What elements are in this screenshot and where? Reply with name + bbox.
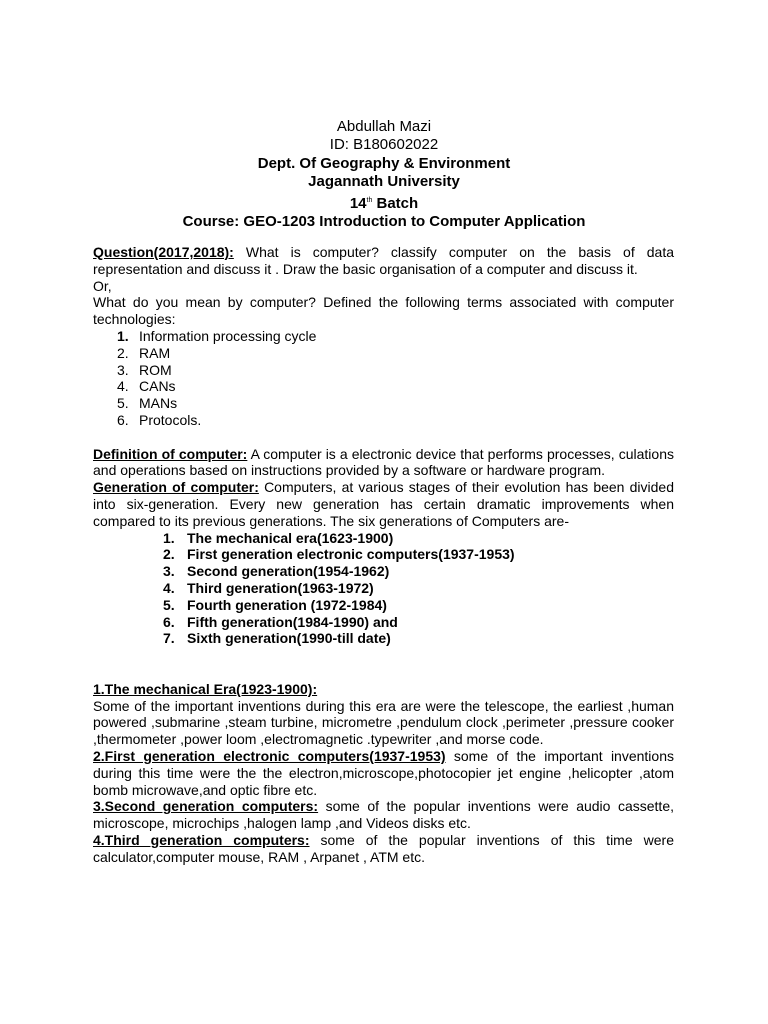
list-item [93,597,674,614]
list-item [93,563,674,580]
mechanical-era-heading [93,681,674,698]
question-paragraph [93,244,674,278]
list-item [93,378,674,395]
generation-label: Generation of computer: [93,479,259,496]
list-item [93,580,674,597]
list-text: Fourth generation (1972-1984) [187,596,387,613]
list-item [93,630,674,647]
list-text: CANs [139,378,176,395]
batch-number: 14 [349,194,367,212]
list-item [93,328,674,345]
generation-text: Computers, at various stages of their evolution has been divided into six-generation. Every new generation has certain dramatic improvements when compared to its previous generations. The six generations of Computers are- [93,479,674,529]
alternate-question: What do you mean by computer? Defined the following terms associated with computer technologies: [93,294,674,328]
generation-paragraph [93,479,674,529]
list-number: 6. [163,613,175,630]
university: Jagannath University [308,173,460,191]
generations-list [93,530,674,648]
third-generation-paragraph [93,832,674,866]
list-text: Sixth generation(1990-till date) [187,630,391,647]
third-generation-label: 4.Third generation computers: [93,831,310,848]
list-text: ROM [139,361,172,378]
first-generation-text: some of the important inventions during this time were the the electron,microscope,photocopier jet engine ,helicopter ,atom bomb microwave,and optic fibre etc. [93,747,674,798]
mechanical-era-label: 1.The mechanical Era(1923-1900): [93,680,318,697]
student-id: ID: B180602022 [329,136,439,154]
question-label: Question(2017,2018): [93,244,234,260]
definition-paragraph [93,446,674,480]
second-generation-text: some of the popular inventions were audio cassette, microscope, microchips ,halogen lamp ,and Videos disks etc. [93,798,674,832]
question-text: What is computer? classify computer on the basis of data representation and discuss it . Draw the basic organisation of a computer and discuss it. [93,244,674,277]
list-item [93,530,674,547]
department: Dept. Of Geography & Environment [257,154,511,172]
list-text: Third generation(1963-1972) [187,579,374,596]
terms-list [93,328,674,429]
list-text: The mechanical era(1623-1900) [187,529,394,546]
mechanical-era-text: Some of the important inventions during this era are were the telescope, the earliest ,human powered ,submarine ,steam turbine, micrometre ,pendulum clock ,perimeter ,pressure cooker ,thermometer ,power loom ,electromagnetic .typewriter ,and morse code. [93,697,674,748]
list-number: 2. [163,546,175,563]
list-item [93,395,674,412]
second-generation-paragraph [93,798,674,832]
definition-text: A computer is a electronic device that performs processes, culations and operations based on instructions provided by a software or hardware program. [93,445,674,479]
list-text: MANs [139,395,178,412]
list-text: Protocols. [139,411,202,428]
list-text: RAM [139,344,171,361]
document-body [93,244,674,865]
list-number: 7. [163,630,175,647]
list-item [93,412,674,429]
document-header [0,118,768,231]
definition-label: Definition of computer: [93,445,248,462]
course-title: Course: GEO-1203 Introduction to Computer Application [182,213,586,231]
batch [0,192,768,213]
list-number: 5. [117,395,129,412]
list-text: Fifth generation(1984-1990) and [187,613,398,630]
list-number: 1. [117,327,129,344]
or-text: Or, [93,277,112,294]
list-number: 4. [163,579,175,596]
list-item [93,345,674,362]
list-number: 6. [117,411,129,428]
list-item [93,614,674,631]
spacer [93,647,674,681]
batch-ordinal: th [366,196,373,204]
batch-word: Batch [372,194,419,212]
list-item [93,546,674,563]
list-text: First generation electronic computers(1937-1953) [187,546,515,563]
list-number: 5. [163,596,175,613]
list-item [93,362,674,379]
list-number: 1. [163,529,175,546]
list-text: Information processing cycle [139,327,317,344]
spacer [93,429,674,446]
author-name: Abdullah Mazi [336,118,432,135]
list-number: 3. [163,563,175,580]
list-number: 4. [117,378,129,395]
list-number: 3. [117,361,129,378]
list-text: Second generation(1954-1962) [187,563,390,580]
first-generation-label: 2.First generation electronic computers(1937-1953) [93,747,446,764]
first-generation-paragraph [93,748,674,798]
third-generation-text: some of the popular inventions of this time were calculator,computer mouse, RAM , Arpanet , ATM etc. [93,831,674,865]
list-number: 2. [117,344,129,361]
second-generation-label: 3.Second generation computers: [93,798,319,815]
